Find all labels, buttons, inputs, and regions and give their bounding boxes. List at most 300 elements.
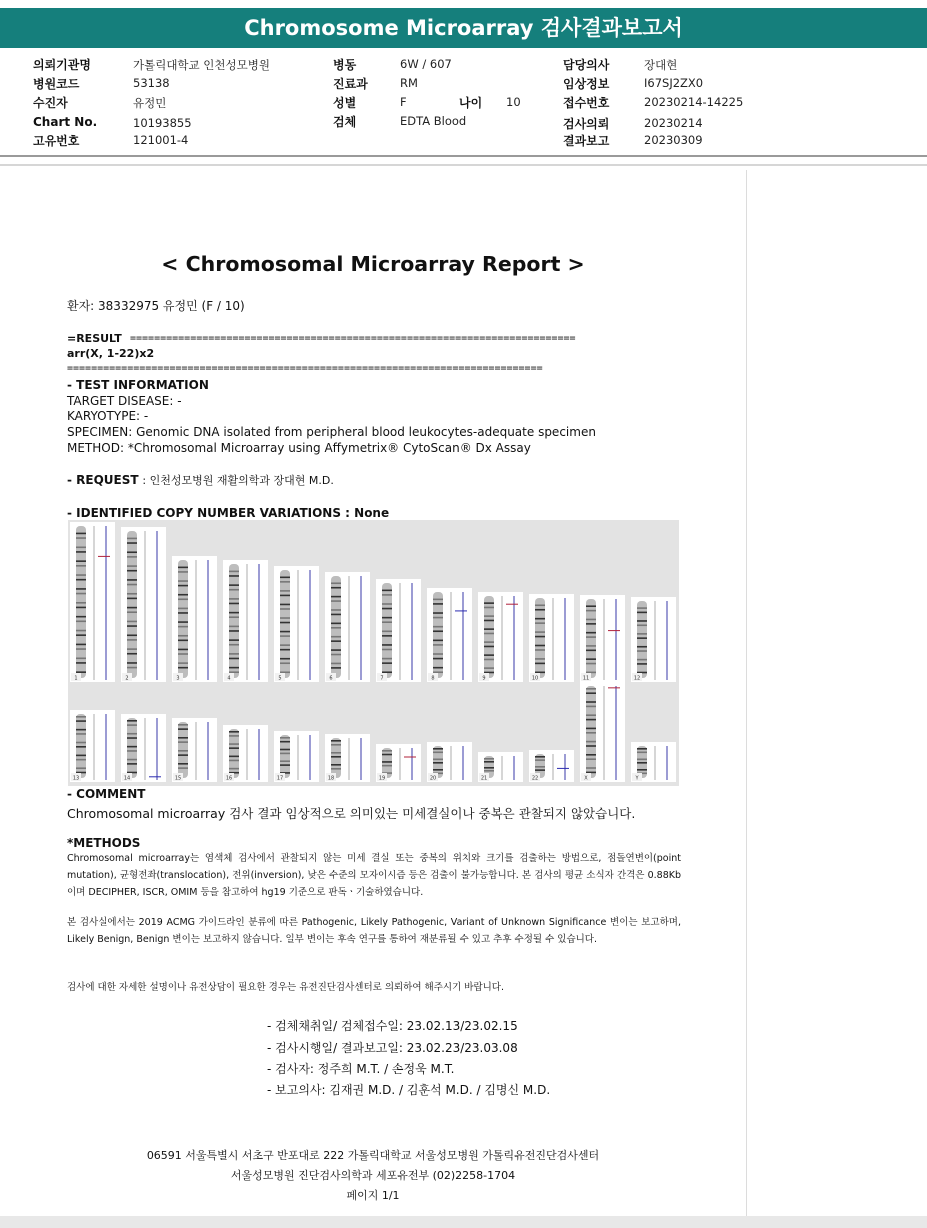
band [433,603,443,605]
band [127,662,137,664]
band [382,765,392,767]
band [484,607,494,609]
band [76,720,86,722]
band [586,672,596,674]
band [535,622,545,624]
band [127,746,137,748]
chromosome-label: 9 [482,675,486,682]
band [127,625,137,627]
band [433,626,443,628]
band [433,612,443,614]
band [178,667,188,669]
chromosome-label: 3 [176,675,180,682]
band [331,756,341,758]
band [127,724,137,726]
chromosome-body [433,592,443,678]
band [433,653,443,655]
band [178,763,188,765]
band [76,621,86,623]
band [76,716,86,718]
band [586,658,596,660]
band [280,644,290,646]
band [382,754,392,756]
band [127,634,137,636]
band [382,631,392,633]
band [229,616,239,618]
band [280,662,290,664]
report-title-bar [0,8,927,48]
band [331,596,341,598]
band [331,614,341,616]
band [178,626,188,628]
footer-dept: 서울성모병원 진단검사의학과 세포유전부 (02)2258-1704 [230,1169,516,1182]
band [586,714,596,716]
band [178,728,188,730]
chromosome-label: 13 [72,775,80,782]
band [433,644,443,646]
band [76,588,86,590]
band [76,746,86,748]
header-value: 20230309 [644,133,703,147]
band [76,551,86,553]
footer-page: 페이지 1/1 [346,1189,400,1202]
band [637,612,647,614]
header-value: 10193855 [133,116,192,130]
band [637,659,647,661]
band [76,767,86,769]
band [484,654,494,656]
band [229,768,239,770]
band [76,579,86,581]
header-value: 유정민 [133,96,167,110]
report-heading: < Chromosomal Microarray Report > [161,252,585,276]
chromosome-label: 22 [531,775,539,782]
header-label: 의뢰기관명 [33,58,91,72]
band [229,626,239,628]
band [484,659,494,661]
header-label: 결과보고 [563,134,610,148]
band [382,603,392,605]
band [229,571,239,573]
band [178,598,188,600]
band [280,617,290,619]
band [484,646,494,648]
band [178,640,188,642]
band [178,635,188,637]
band [280,608,290,610]
band [127,648,137,650]
band [535,658,545,660]
header-value: EDTA Blood [400,114,467,128]
report-title: Chromosome Microarray 검사결과보고서 [244,16,683,40]
header-value: 가톨릭대학교 인천성모병원 [133,58,270,72]
band [229,735,239,737]
band [127,565,137,567]
band [637,769,647,771]
band [586,728,596,730]
band [331,740,341,742]
chromosome-label: 17 [276,775,284,782]
band [127,750,137,752]
band [127,611,137,613]
band [484,628,494,630]
band [178,724,188,726]
band [229,756,239,758]
result-separator: ========================================================================== [130,333,576,344]
band [178,754,188,756]
band [229,584,239,586]
band [178,594,188,596]
chromosome-label: 18 [327,775,335,782]
header-label: 진료과 [333,77,368,91]
band [535,609,545,611]
band [535,631,545,633]
band [229,612,239,614]
request-value: : 인천성모병원 재활의학과 장대현 M.D. [142,474,334,487]
band [331,663,341,665]
band [280,604,290,606]
band [127,556,137,558]
band [484,602,494,604]
band [280,753,290,755]
band [535,663,545,665]
header-label: 임상정보 [563,77,610,91]
band [76,644,86,646]
header-value: 20230214 [644,116,703,130]
band [178,741,188,743]
band [76,755,86,757]
band [127,763,137,765]
band [484,761,494,763]
date-line: - 보고의사: 김재권 M.D. / 김훈석 M.D. / 김명신 M.D. [267,1083,551,1097]
band [280,595,290,597]
band [76,537,86,539]
chromosome-label: 1 [74,675,78,682]
band [229,644,239,646]
band [433,617,443,619]
band [229,731,239,733]
band [76,565,86,567]
chromosome-label: 4 [227,675,231,682]
band [229,658,239,660]
band [76,662,86,664]
header-value: F [400,95,407,109]
band [76,560,86,562]
band [637,624,647,626]
band [331,752,341,754]
band [76,616,86,618]
header-value: 6W / 607 [400,57,452,71]
band [127,737,137,739]
band [229,760,239,762]
chromosome-body [178,560,188,678]
band [382,750,392,752]
header-value: 53138 [133,76,170,90]
band [637,752,647,754]
band [178,567,188,569]
band [535,672,545,674]
chromosome-label: X [584,775,588,782]
band [280,590,290,592]
header-label: 성별 [333,96,357,110]
band [586,767,596,769]
band [178,621,188,623]
band [127,759,137,761]
band [76,593,86,595]
band [178,767,188,769]
band [586,692,596,694]
band [127,551,137,553]
chromosome-label: 11 [582,675,590,682]
footer-address: 06591 서울특별시 서초구 반포대로 222 가톨릭대학교 서울성모병원 가톨릭유전진단검사센터 [146,1149,600,1162]
test-info-heading: - TEST INFORMATION [67,378,209,392]
date-line: - 검사자: 정주희 M.T. / 손정욱 M.T. [267,1062,455,1076]
band [586,623,596,625]
chromosome-label: 19 [378,775,386,782]
band [484,770,494,772]
band [535,618,545,620]
band [433,769,443,771]
band [433,762,443,764]
band [586,701,596,703]
band [586,741,596,743]
band [535,766,545,768]
karyogram [68,520,679,786]
band [586,745,596,747]
band [433,748,443,750]
band [382,658,392,660]
band [433,630,443,632]
chromosome-label: 21 [480,775,488,782]
header-value: RM [400,76,418,90]
band [76,607,86,609]
band [637,663,647,665]
band [331,582,341,584]
request-label: - REQUEST [67,473,139,487]
band [127,607,137,609]
band [433,658,443,660]
band [76,671,86,673]
band [331,627,341,629]
band [535,649,545,651]
methods-paragraph: 검사에 대한 자세한 설명이나 유전상담이 필요한 경우는 유전진단검사센터로 의뢰하여 해주시기 바랍니다. [67,982,505,993]
band [382,617,392,619]
band [637,607,647,609]
comment-text: Chromosomal microarray 검사 결과 임상적으로 의미있는 미세결실이나 중복은 관찰되지 않았습니다. [67,806,636,821]
band [586,772,596,774]
band [586,732,596,734]
band [484,667,494,669]
band [76,533,86,535]
methods-paragraph: 본 검사실에서는 2019 ACMG 가이드라인 분류에 따른 Pathogenic, Likely Pathogenic, Variant of Unknown Significance 변이는 보고하며, Likely Benign, Benign 변이는 보고하지 않습니다. 일부 변이는 후속 연구를 통하여 재분류될 수 있고 추후 수정될 수 있습니다. [67,917,681,945]
header-label: 검체 [333,115,357,129]
band [127,538,137,540]
chromosome-body [280,570,290,678]
band [76,742,86,744]
chromosome-label: 8 [431,675,435,682]
band [127,542,137,544]
band [280,649,290,651]
band [280,577,290,579]
band [331,587,341,589]
band [229,743,239,745]
band [586,719,596,721]
chromosome-label: 12 [633,675,641,682]
band [280,635,290,637]
result-label: =RESULT [67,332,122,345]
header-value: 장대현 [644,58,678,72]
band [280,741,290,743]
header-label: 담당의사 [563,58,610,72]
band [127,593,137,595]
band [76,759,86,761]
chromosome-label: 20 [429,775,437,782]
band [382,621,392,623]
band [229,671,239,673]
band [331,764,341,766]
header-value: 10 [506,95,521,109]
band [484,758,494,760]
band [127,584,137,586]
page-edge [746,170,747,1218]
band [382,761,392,763]
band [586,688,596,690]
band [433,667,443,669]
band [331,649,341,651]
band [178,653,188,655]
band [637,748,647,750]
band [127,720,137,722]
header-divider [0,155,927,157]
chromosome-label: 16 [225,775,233,782]
band [280,581,290,583]
cnv-heading: - IDENTIFIED COPY NUMBER VARIATIONS : None [67,506,390,520]
band [280,671,290,673]
band [535,756,545,758]
date-line: - 검사시행일/ 결과보고일: 23.02.23/23.03.08 [267,1041,518,1055]
band [331,623,341,625]
band [280,760,290,762]
band [382,590,392,592]
band [535,604,545,606]
header-value: 20230214-14225 [644,95,744,109]
band [127,579,137,581]
band [76,729,86,731]
band [76,574,86,576]
header-label: 수진자 [33,96,68,110]
chromosome-body [229,564,239,678]
page-bottom-bar [0,1216,927,1228]
header-label: 접수번호 [563,96,610,110]
band [229,598,239,600]
chromosome-label: 15 [174,775,182,782]
header-label: 나이 [459,96,483,110]
band [586,758,596,760]
band [433,759,443,761]
result-value: arr(X, 1-22)x2 [67,347,155,360]
band [280,631,290,633]
band [586,754,596,756]
band [586,619,596,621]
header-label: 검사의뢰 [563,117,610,131]
band [280,737,290,739]
band [535,645,545,647]
request-line [67,472,334,488]
methods-heading: *METHODS [67,836,141,850]
band [433,599,443,601]
band [433,671,443,673]
band [382,671,392,673]
patient-line: 환자: 38332975 유정민 (F / 10) [67,299,245,313]
band [637,762,647,764]
band [382,594,392,596]
band [127,639,137,641]
header-info [0,52,927,152]
header-label: 병동 [333,58,357,72]
chromosome-body [127,718,137,778]
band [637,646,647,648]
band [331,667,341,669]
band [637,637,647,639]
band [178,737,188,739]
band [331,768,341,770]
chromosome-label: 7 [380,675,384,682]
band [535,636,545,638]
band [76,648,86,650]
band [127,598,137,600]
band [280,622,290,624]
band [76,547,86,549]
band [382,662,392,664]
band [127,733,137,735]
band [76,630,86,632]
band [586,706,596,708]
band [229,639,239,641]
band [229,630,239,632]
result-separator: =============================================================================== [67,363,543,374]
band [331,600,341,602]
chromosome-label: 2 [125,675,129,682]
band [178,571,188,573]
band [331,654,341,656]
test-info-line: METHOD: *Chromosomal Microarray using Affymetrix® CytoScan® Dx Assay [67,441,531,455]
band [76,658,86,660]
band [178,580,188,582]
band [586,645,596,647]
header-value: 121001-4 [133,133,189,147]
band [280,749,290,751]
band [331,744,341,746]
date-line: - 검체채취일/ 검체접수일: 23.02.13/23.02.15 [267,1019,518,1033]
band [535,759,545,761]
karyogram-panel [68,520,679,786]
chromosome-label: 10 [531,675,539,682]
band [637,759,647,761]
band [331,609,341,611]
band [127,570,137,572]
band [535,769,545,771]
band [433,640,443,642]
band [586,610,596,612]
band [382,608,392,610]
band [76,733,86,735]
band [229,589,239,591]
band [433,752,443,754]
band [178,585,188,587]
band [178,750,188,752]
band [76,634,86,636]
test-info-line: SPECIMEN: Genomic DNA isolated from peripheral blood leukocytes-adequate specimen [67,425,596,439]
